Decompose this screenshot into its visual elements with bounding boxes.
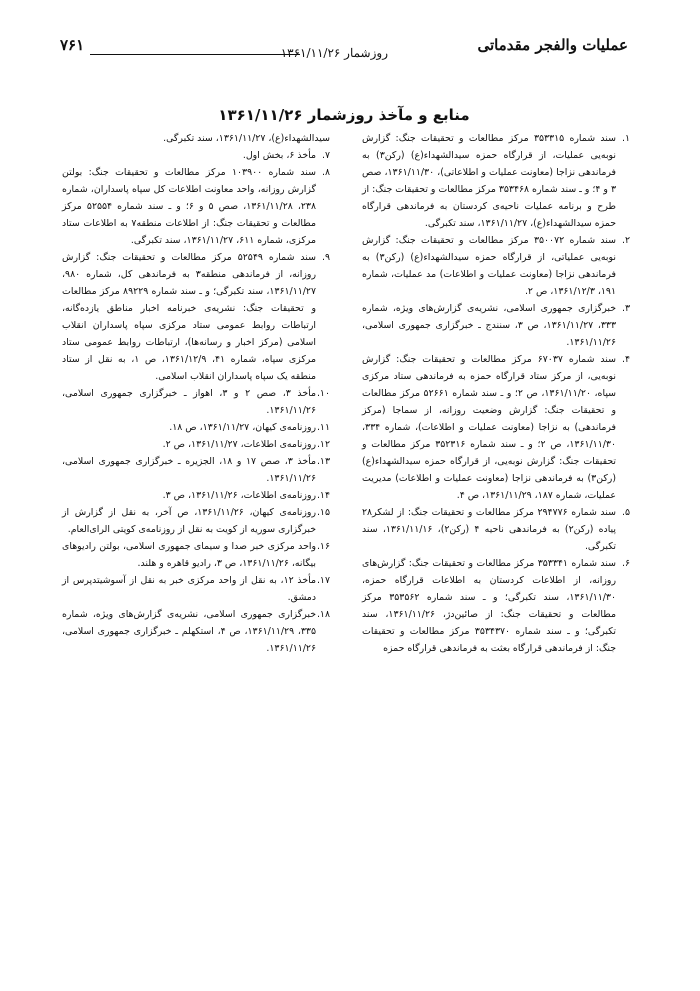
- reference-number: ۴.: [621, 354, 630, 365]
- reference-number: ۱.: [621, 133, 630, 144]
- reference-note: [362, 504, 630, 555]
- reference-number: ۹.: [321, 252, 330, 263]
- reference-text: سند شماره ۵۲۵۴۹ مرکز مطالعات و تحقیقات جنگ: گزارش روزانه، از فرماندهی منطقه۳ به فرماندهی کل، شماره ۹۸۰، ۱۳۶۱/۱۱/۲۷، سند تکبرگی؛ و ـ سند شماره ۸۹۲۲۹ مرکز مطالعات و تحقیقات جنگ: نشریه‌ی خبرنامه اخبار مناطق یازده‌گانه، ارتباطات روابط عمومی ستاد مرکزی سپاه پاسداران انقلاب اسلامی (مرکز اخبار و رسانه‌ها)، ارتباطات روابط عمومی ستاد مرکزی سپاه، شماره ۴۱، ۱۳۶۱/۱۲/۹، ص ۱، به نقل از ستاد منطقه یک سپاه پاسداران انقلاب اسلامی.: [62, 252, 316, 382]
- reference-note: [62, 385, 330, 419]
- references-right-column: [362, 130, 630, 657]
- reference-text: روزنامه‌ی کیهان، ۱۳۶۱/۱۱/۲۷، ص ۱۸.: [169, 422, 316, 433]
- reference-text: مأخذ ۱۲، به نقل از واحد مرکزی خبر به نقل از آسوشیتدپرس از دمشق.: [62, 575, 316, 603]
- reference-note: [62, 453, 330, 487]
- reference-note: [62, 147, 330, 164]
- reference-number: ۲.: [621, 235, 630, 246]
- reference-number: ۵.: [621, 507, 630, 518]
- reference-number: ۱۳.: [316, 456, 330, 467]
- reference-number: ۱۱.: [316, 422, 330, 433]
- reference-number: ۱۶.: [316, 541, 330, 552]
- reference-text: مأخذ ۳، صص ۱۷ و ۱۸، الجزیره ـ خبرگزاری جمهوری اسلامی، ۱۳۶۱/۱۱/۲۶.: [62, 456, 316, 484]
- book-title: عملیات والفجر مقدماتی: [477, 36, 628, 54]
- section-title: منابع و مآخذ روزشمار ۱۳۶۱/۱۱/۲۶: [218, 106, 470, 124]
- reference-note: [62, 504, 330, 538]
- reference-text: سند شماره ۳۵۳۳۴۱ مرکز مطالعات و تحقیقات جنگ: گزارش‌های روزانه، از اطلاعات کردستان به اطلاعات قرارگاه حمزه، ۱۳۶۱/۱۱/۳۰، سند تکبرگی؛ و ـ سند شماره ۳۵۳۵۶۲ مرکز مطالعات و تحقیقات جنگ: از صائین‌دژ، ۱۳۶۱/۱۱/۲۶، سند تکبرگی؛ و ـ سند شماره ۳۵۳۴۳۷۰ مرکز مطالعات و تحقیقات جنگ: از فرماندهی قرارگاه بعثت به فرماندهی قرارگاه حمزه: [362, 558, 616, 654]
- reference-number: ۸.: [321, 167, 330, 178]
- reference-note: [362, 130, 630, 232]
- reference-text: سند شماره ۶۷۰۳۷ مرکز مطالعات و تحقیقات جنگ: گزارش نوبه‌یی، از مرکز ستاد قرارگاه حمزه به فرماندهی ستاد مرکزی سپاه، ۱۳۶۱/۱۱/۲۰، ص ۲؛ و ـ سند شماره ۵۲۶۶۱ مرکز مطالعات و تحقیقات جنگ: گزارش وضعیت روزانه، از سماجا (مرکز فرماندهی) به نزاجا (معاونت عملیات و اطلاعات)، شماره ۳۳۴، ۱۳۶۱/۱۱/۳۰، ص ۲؛ و ـ سند شماره ۳۵۲۳۱۶ مرکز مطالعات و تحقیقات جنگ: گزارش نوبه‌یی، از قرارگاه حمزه سیدالشهداء(ع) (رکن۳) به فرماندهی نزاجا (معاونت عملیات و اطلاعات) مدیریت عملیات، شماره ۱۸۷، ۱۳۶۱/۱۱/۲۹، ص ۴.: [362, 354, 617, 501]
- reference-number: ۱۲.: [316, 439, 330, 450]
- reference-note: [62, 436, 330, 453]
- reference-number: ۳.: [621, 303, 630, 314]
- header-rule: [90, 54, 300, 55]
- reference-number: ۱۸.: [316, 609, 330, 620]
- reference-note: [362, 300, 630, 351]
- header-date-line: روزشمار ۱۳۶۱/۱۱/۲۶: [280, 46, 388, 60]
- reference-number: ۱۰.: [316, 388, 330, 399]
- reference-note: [62, 419, 330, 436]
- reference-note: [62, 606, 330, 657]
- reference-text: خبرگزاری جمهوری اسلامی، نشریه‌ی گزارش‌های ویژه، شماره ۳۳۳، ۱۳۶۱/۱۱/۲۷، ص ۳، سنندج ـ خبرگزاری جمهوری اسلامی، ۱۳۶۱/۱۱/۲۶.: [362, 303, 616, 348]
- reference-note: [62, 538, 330, 572]
- reference-text: روزنامه‌ی کیهان، ۱۳۶۱/۱۱/۲۶، ص آخر، به نقل از گزارش از خبرگزاری سوریه از کویت به نقل از روزنامه‌ی کویتی الرای‌العام.: [62, 507, 316, 535]
- reference-text: سند شماره ۲۹۴۷۷۶ مرکز مطالعات و تحقیقات جنگ: از لشکر۲۸ پیاده (رکن۲) به فرماندهی ناحیه ۴ (رکن۲)، ۱۳۶۱/۱۱/۱۶، سند تکبرگی.: [362, 507, 616, 552]
- reference-note: [362, 555, 630, 657]
- references-left-column: [62, 130, 330, 657]
- reference-note: [362, 351, 630, 504]
- reference-note: [62, 249, 330, 385]
- reference-text: واحد مرکزی خبر صدا و سیمای جمهوری اسلامی، بولتن رادیوهای بیگانه، ۱۳۶۱/۱۱/۲۶، ص ۳، رادیو قاهره و هلند.: [62, 541, 316, 569]
- reference-text: خبرگزاری جمهوری اسلامی، نشریه‌ی گزارش‌های ویژه، شماره ۳۳۵، ۱۳۶۱/۱۱/۲۹، ص ۴، استکهلم ـ خبرگزاری جمهوری اسلامی، ۱۳۶۱/۱۱/۲۶.: [62, 609, 316, 654]
- reference-note: [62, 164, 330, 249]
- reference-text: روزنامه‌ی اطلاعات، ۱۳۶۱/۱۱/۲۶، ص ۳.: [162, 490, 316, 501]
- reference-number: ۱۴.: [316, 490, 330, 501]
- reference-text: سند شماره ۳۵۳۳۱۵ مرکز مطالعات و تحقیقات جنگ: گزارش نوبه‌یی عملیات، از قرارگاه حمزه سیدالشهداء(ع) (رکن۳) به فرماندهی نزاجا (معاونت عملیات و اطلاعاتی)، ۱۳۶۱/۱۱/۳۰، صص ۳ و ۴؛ و ـ سند شماره ۳۵۳۴۶۸ مرکز مطالعات و تحقیقات جنگ: از طرح و برنامه عملیات ناحیه‌ی کردستان به فرماندهی قرارگاه حمزه سیدالشهداء(ع)، ۱۳۶۱/۱۱/۲۷، سند تکبرگی.: [362, 133, 617, 229]
- reference-note: [62, 130, 330, 147]
- running-header: [60, 32, 628, 68]
- reference-text: مأخذ ۶، بخش اول.: [242, 150, 316, 161]
- reference-text: مأخذ ۳، صص ۲ و ۳، اهواز ـ خبرگزاری جمهوری اسلامی، ۱۳۶۱/۱۱/۲۶.: [62, 388, 316, 416]
- reference-number: ۱۷.: [316, 575, 330, 586]
- page-number: ۷۶۱: [60, 36, 85, 54]
- reference-note: [62, 572, 330, 606]
- reference-number: ۱۵.: [316, 507, 330, 518]
- reference-text: روزنامه‌ی اطلاعات، ۱۳۶۱/۱۱/۲۷، ص ۲.: [162, 439, 316, 450]
- reference-number: ۷.: [321, 150, 330, 161]
- reference-text: سیدالشهداء(ع)، ۱۳۶۱/۱۱/۲۷، سند تکبرگی.: [163, 133, 330, 144]
- reference-number: ۶.: [621, 558, 630, 569]
- reference-text: سند شماره ۳۵۰۰۷۲ مرکز مطالعات و تحقیقات جنگ: گزارش نوبه‌یی عملیاتی، از قرارگاه حمزه سیدالشهداء(ع) (رکن۳) به فرماندهی نزاجا (معاونت عملیات و اطلاعات) مد عملیات، شماره ۱۹۱، ۱۳۶۱/۱۲/۳، ص ۲.: [362, 235, 616, 297]
- reference-note: [62, 487, 330, 504]
- reference-text: سند شماره ۱۰۳۹۰۰ مرکز مطالعات و تحقیقات جنگ: بولتن گزارش روزانه، واحد معاونت اطلاعات کل سپاه پاسداران، شماره ۲۳۸، ۱۳۶۱/۱۱/۲۸، صص ۵ و ۶؛ و ـ سند شماره ۵۲۵۵۴ مرکز مطالعات و تحقیقات جنگ: از اطلاعات منطقه۷ به اطلاعات ستاد مرکزی، شماره ۶۱۱، ۱۳۶۱/۱۱/۲۷، سند تکبرگی.: [62, 167, 316, 246]
- reference-note: [362, 232, 630, 300]
